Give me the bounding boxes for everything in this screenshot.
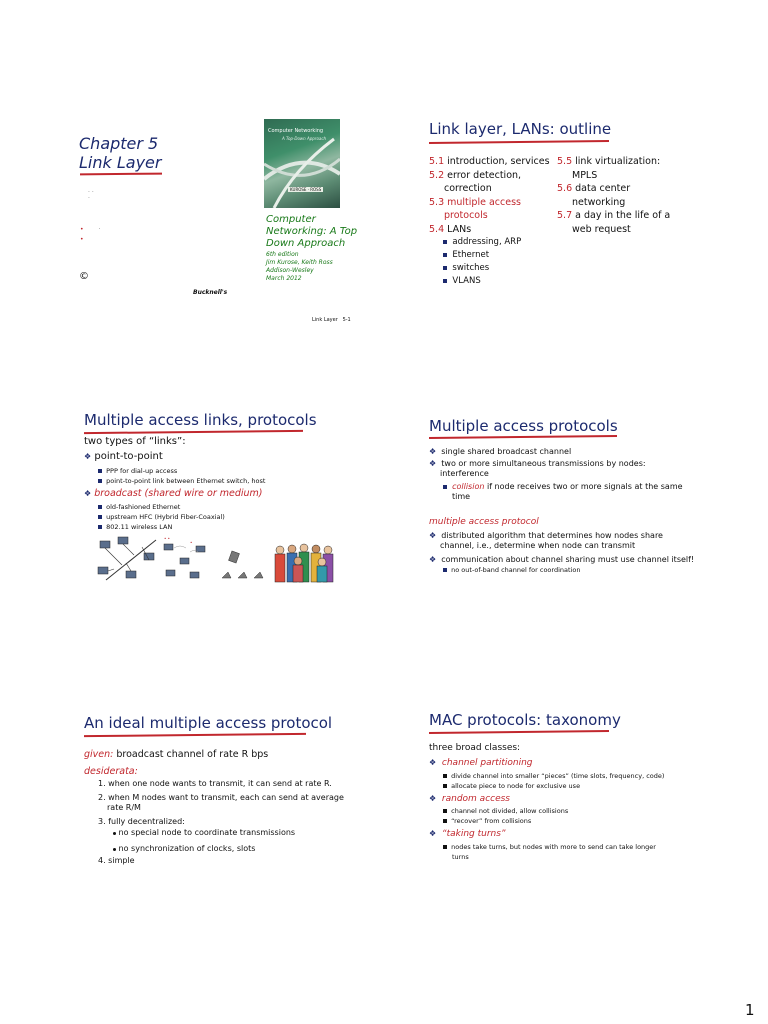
diamond-icon: ❖ <box>84 452 92 461</box>
sub-bullet: no special node to coordinate transmissions <box>113 828 295 837</box>
list-item: PPP for dial-up access <box>98 466 265 476</box>
cover-subtitle: A Top-Down Approach <box>282 136 327 141</box>
outline-item: 5.1 introduction, services <box>429 156 550 167</box>
slide3-title: Multiple access links, protocols <box>84 411 317 429</box>
slide5-title: An ideal multiple access protocol <box>84 714 333 732</box>
sub-list: channel not divided, allow collisions “recover” from collisions <box>443 806 568 826</box>
class-item: ❖ “taking turns” <box>429 829 506 839</box>
desiderata-list: 1. when one node wants to transmit, it can send at rate R. 2. when M nodes want to transmit, each can send at average rate R/M 3. fully decentralized: <box>98 779 344 826</box>
outline-item: 5.3 multiple access <box>429 196 521 208</box>
list-item: 802.11 wireless LAN <box>98 522 225 532</box>
cover-authors: KUROSE · ROSS <box>290 187 322 192</box>
bullet-item: ❖ two or more simultaneous transmissions by nodes: interference <box>429 459 646 478</box>
book-info: Computer Networking: A Top Down Approach 6th edition Jim Kurose, Keith Ross Addison-Wesley March 2012 <box>266 214 358 282</box>
slide6-title: MAC protocols: taxonomy <box>429 711 621 729</box>
people-cocktail-party-illustration <box>272 541 340 583</box>
sub-bullet: no synchronization of clocks, slots <box>113 844 255 853</box>
outline-right <box>557 155 670 236</box>
svg-text:• •: • • <box>164 536 170 541</box>
outline-item: 5.2 error detection, <box>429 169 522 181</box>
bucknell-label: Bucknell's <box>193 289 228 296</box>
bullet-item: ❖ point-to-point <box>84 451 163 462</box>
outline-item-cont: MPLS <box>572 169 598 181</box>
slide4-title: Multiple access protocols <box>429 417 618 435</box>
list-item: switches <box>443 262 521 275</box>
slide2-title: Link layer, LANs: outline <box>429 120 612 138</box>
outline-item-cont: networking <box>572 196 626 208</box>
list-item: upstream HFC (Hybrid Fiber-Coaxial) <box>98 512 225 522</box>
copyright-icon: © <box>79 271 89 282</box>
book-cover <box>264 119 340 208</box>
slide-footer: Link Layer 5-1 <box>312 317 351 323</box>
protocol-heading: multiple access protocol <box>429 517 539 527</box>
bullet-item: ❖ distributed algorithm that determines how nodes share channel, i.e., determine when node can transmit <box>429 531 663 550</box>
page-number: 1 <box>745 1001 755 1019</box>
intro-text: three broad classes: <box>429 743 521 753</box>
outline-left <box>429 155 550 236</box>
slide5-title-underline <box>84 733 306 737</box>
diamond-icon: ❖ <box>84 489 92 498</box>
slide4-title-underline <box>429 435 617 439</box>
sub-list: nodes take turns, but nodes with more to send can take longer turns <box>443 842 656 862</box>
sub-list: divide channel into smaller “pieces” (time slots, frequency, code) allocate piece to node for exclusive use <box>443 771 664 791</box>
list-item: VLANS <box>443 275 521 288</box>
stray-marks: • · • <box>80 226 101 243</box>
sub-bullet: no out-of-band channel for coordination <box>443 566 580 574</box>
outline-item-cont: protocols <box>444 210 488 221</box>
outline-item: 5.4 LANs <box>429 223 472 235</box>
outline-item-cont: correction <box>444 183 492 194</box>
bullet-item: ❖ communication about channel sharing must use channel itself! <box>429 555 695 564</box>
wireless-lan-illustration <box>160 532 215 582</box>
list-item: addressing, ARP <box>443 236 521 249</box>
cover-title: Computer Networking <box>268 128 324 134</box>
ethernet-bus-illustration <box>96 535 166 585</box>
list-item: old-fashioned Ethernet <box>98 502 225 512</box>
slide1-title: Chapter 5 Link Layer <box>79 134 162 172</box>
slide3-title-underline <box>84 430 303 434</box>
given-line: given: broadcast channel of rate R bps <box>84 749 269 760</box>
list-item: Ethernet <box>443 249 521 262</box>
slide2-title-underline <box>429 140 609 144</box>
outline-item: 5.7 a day in the life of a <box>557 210 671 221</box>
sub-list <box>98 502 225 532</box>
sub-list <box>98 466 265 486</box>
outline-item: 5.5 link virtualization: <box>557 156 661 167</box>
class-item: ❖ channel partitioning <box>429 758 533 768</box>
slide6-title-underline <box>429 730 609 734</box>
list-item: 4. simple <box>98 856 135 865</box>
intro-text: two types of “links”: <box>84 436 186 447</box>
list-item: point-to-point link between Ethernet switch, host <box>98 476 265 486</box>
desiderata-label: desiderata: <box>84 766 138 777</box>
outline-item: 5.6 data center <box>557 183 631 194</box>
svg-text:•: • <box>190 540 193 545</box>
satellite-dishes-illustration <box>214 548 274 584</box>
outline-item-cont: web request <box>572 223 631 235</box>
sub-bullet-collision: collision if node receives two or more signals at the same time <box>443 482 683 502</box>
stray-marks: · · · <box>88 189 94 202</box>
bullet-item: ❖ broadcast (shared wire or medium) <box>84 488 263 499</box>
class-item: ❖ random access <box>429 794 510 804</box>
lan-subitems <box>443 236 521 288</box>
bullet-item: ❖ single shared broadcast channel <box>429 447 572 456</box>
slide1-title-underline <box>80 173 162 176</box>
